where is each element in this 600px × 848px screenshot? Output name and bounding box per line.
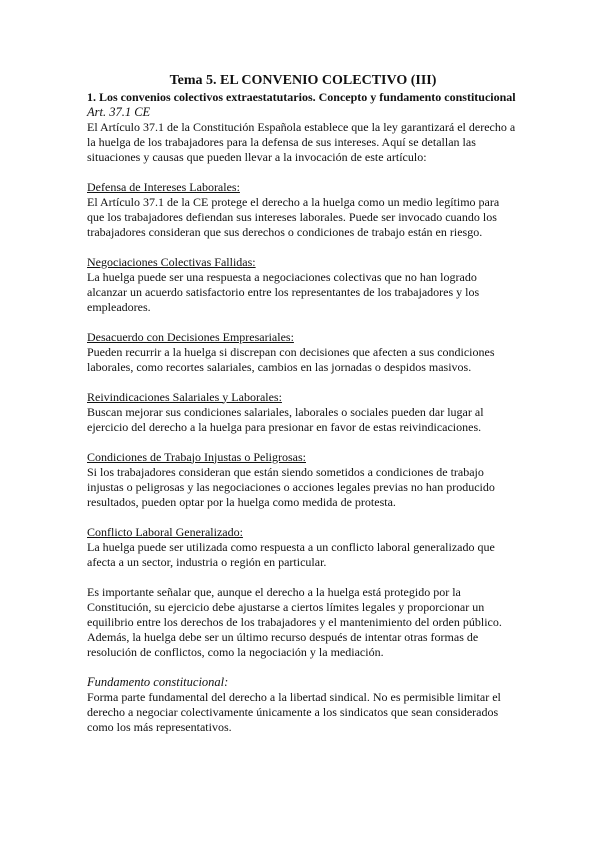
spacer (87, 510, 519, 525)
subsection-text: La huelga puede ser utilizada como respuesta a un conflicto laboral generalizado que afecta a un sector, industria o región en particular. (87, 539, 495, 569)
subsection-title: Desacuerdo con Decisiones Empresariales: (87, 329, 294, 344)
note-paragraph: Es importante señalar que, aunque el derecho a la huelga está protegido por la Constitución, su ejercicio debe ajustarse a ciertos límites legales y proporcionar un equilibrio entre los derechos de los trabajadores y el mantenimiento del orden público. Además, la huelga debe ser un último recurso después de intentar otras formas de resolución de conflictos, como la negociación y la mediación. (87, 584, 502, 659)
subsection-text: La huelga puede ser una respuesta a negociaciones colectivas que no han logrado alcanzar un acuerdo satisfactorio entre los representantes de los trabajadores y los empleadores. (87, 269, 480, 314)
spacer (87, 660, 519, 675)
subsection-text: Buscan mejorar sus condiciones salariales, laborales o sociales pueden dar lugar al ejercicio del derecho a la huelga para presionar en favor de estas reivindicaciones. (87, 404, 484, 434)
spacer (87, 240, 519, 255)
subsection (87, 525, 519, 570)
spacer (87, 315, 519, 330)
subsection-title: Conflicto Laboral Generalizado: (87, 524, 243, 539)
article-label: Art. 37.1 CE (87, 104, 151, 119)
subsection-title: Reivindicaciones Salariales y Laborales: (87, 389, 282, 404)
spacer (87, 570, 519, 585)
intro-paragraph: El Artículo 37.1 de la Constitución Española establece que la ley garantizará el derecho a la huelga de los trabajadores para la defensa de sus intereses. Aquí se detallan las situaciones y causas que pueden llevar a la invocación de este artículo: (87, 119, 516, 164)
subsection-text: Si los trabajadores consideran que están siendo sometidos a condiciones de trabajo injustas o peligrosas y las negociaciones o acciones legales previas no han producido resultados, pueden optar por la huelga como medida de protesta. (87, 464, 495, 509)
subsection (87, 390, 519, 435)
subsection-text: Pueden recurrir a la huelga si discrepan con decisiones que afecten a sus condiciones laborales, como recortes salariales, cambios en las jornadas o despidos masivos. (87, 344, 495, 374)
section-heading: 1. Los convenios colectivos extraestatutarios. Concepto y fundamento constitucional (87, 90, 516, 104)
subsection (87, 180, 519, 240)
subsection-title: Negociaciones Colectivas Fallidas: (87, 254, 256, 269)
subsection-text: El Artículo 37.1 de la CE protege el derecho a la huelga como un medio legítimo para que los trabajadores defiendan sus intereses laborales. Puede ser invocado cuando los trabajadores consideran que sus derechos o condiciones de trabajo están en riesgo. (87, 194, 500, 239)
spacer (87, 375, 519, 390)
subsection (87, 330, 519, 375)
subsection (87, 255, 519, 315)
document-title: Tema 5. EL CONVENIO COLECTIVO (III) (169, 73, 437, 88)
subsection-title: Defensa de Intereses Laborales: (87, 179, 240, 194)
fundamento-label: Fundamento constitucional: (87, 674, 229, 689)
document-page (87, 73, 519, 735)
spacer (87, 435, 519, 450)
subsection-title: Condiciones de Trabajo Injustas o Peligrosas: (87, 449, 306, 464)
fundamento-paragraph: Forma parte fundamental del derecho a la libertad sindical. No es permisible limitar el derecho a negociar colectivamente únicamente a los sindicatos que sean considerados como los más representativos. (87, 689, 501, 734)
spacer (87, 165, 519, 180)
subsection (87, 450, 519, 510)
